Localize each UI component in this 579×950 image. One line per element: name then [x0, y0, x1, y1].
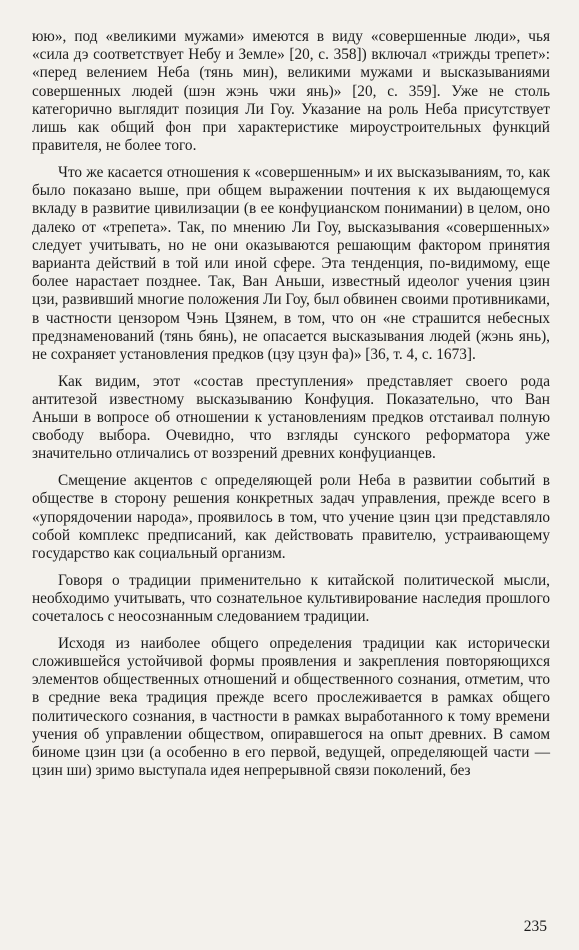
paragraph-6: Исходя из наиболее общего определения традиции как исторически сложившейся устойчивой формы проявления и закрепления повторяющихся элементов общественных отношений и общественного сознания, отметим, что в средние века традиция прежде всего прослеживается в рамках общего политического сознания, в частности в рамках выработанного к тому времени учения об управлении обществом, опиравшегося на опыт древних. В самом биноме цзин цзи (а особенно в его первой, ведущей, определяющей части — цзин ши) зримо выступала идея непрерывной связи поколений, без [32, 634, 550, 780]
paragraph-4: Смещение акцентов с определяющей роли Неба в развитии событий в обществе в сторону решения конкретных задач управления, прежде всего в «упорядочении народа», проявилось в том, что учение цзин цзи представляло собой комплекс предписаний, как действовать правителю, устраивающему государство как социальный организм. [32, 472, 550, 562]
page-number: 235 [523, 918, 547, 935]
paragraph-2: Что же касается отношения к «совершенным» и их высказываниям, то, как было показано выше, при общем выражении почтения к их выдающемуся вкладу в развитие цивилизации (в ее конфуцианском понимании) в целом, оно далеко от «трепета». Так, по мнению Ли Гоу, высказывания «совершенных» следует учитывать, но не они оказываются решающим фактором принятия варианта действий в той или иной сфере. Эта тенденция, по-видимому, еще более нарастает позднее. Так, Ван Аньши, известный идеолог учения цзин цзи, развивший многие положения Ли Гоу, был обвинен своими противниками, в частности цензором Чэнь Цзянем, в том, что он «не страшится небесных предзнаменований (тянь бянь), не опасается высказывания людей (жэнь янь), не сохраняет установления предков (цзу цзун фа)» [36, т. 4, с. 1673]. [32, 163, 550, 363]
body-text [32, 28, 550, 789]
paragraph-5: Говоря о традиции применительно к китайской политической мысли, необходимо учитывать, что сознательное культивирование наследия прошлого сочеталось с неосознанным следованием традиции. [32, 571, 550, 626]
paragraph-3: Как видим, этот «состав преступления» представляет своего рода антитезой известному высказыванию Конфуция. Показательно, что Ван Аньши в вопросе об отношении к установлениям предков отстаивал полную свободу выбора. Очевидно, что взгляды сунского реформатора уже значительно отличались от воззрений древних конфуцианцев. [32, 372, 550, 463]
paragraph-1: юю», под «великими мужами» имеются в виду «совершенные люди», чья «сила дэ соответствует Небу и Земле» [20, с. 358]) включал «трижды трепет»: «перед велением Неба (тянь мин), великими мужами и высказываниями совершенных людей (шэн жэнь чжи янь)» [20, с. 359]. Уже не столь категорично выглядит позиция Ли Гоу. Указание на роль Неба присутствует лишь как общий фон при характеристике мироустроительных функций правителя, не более того. [32, 28, 550, 155]
